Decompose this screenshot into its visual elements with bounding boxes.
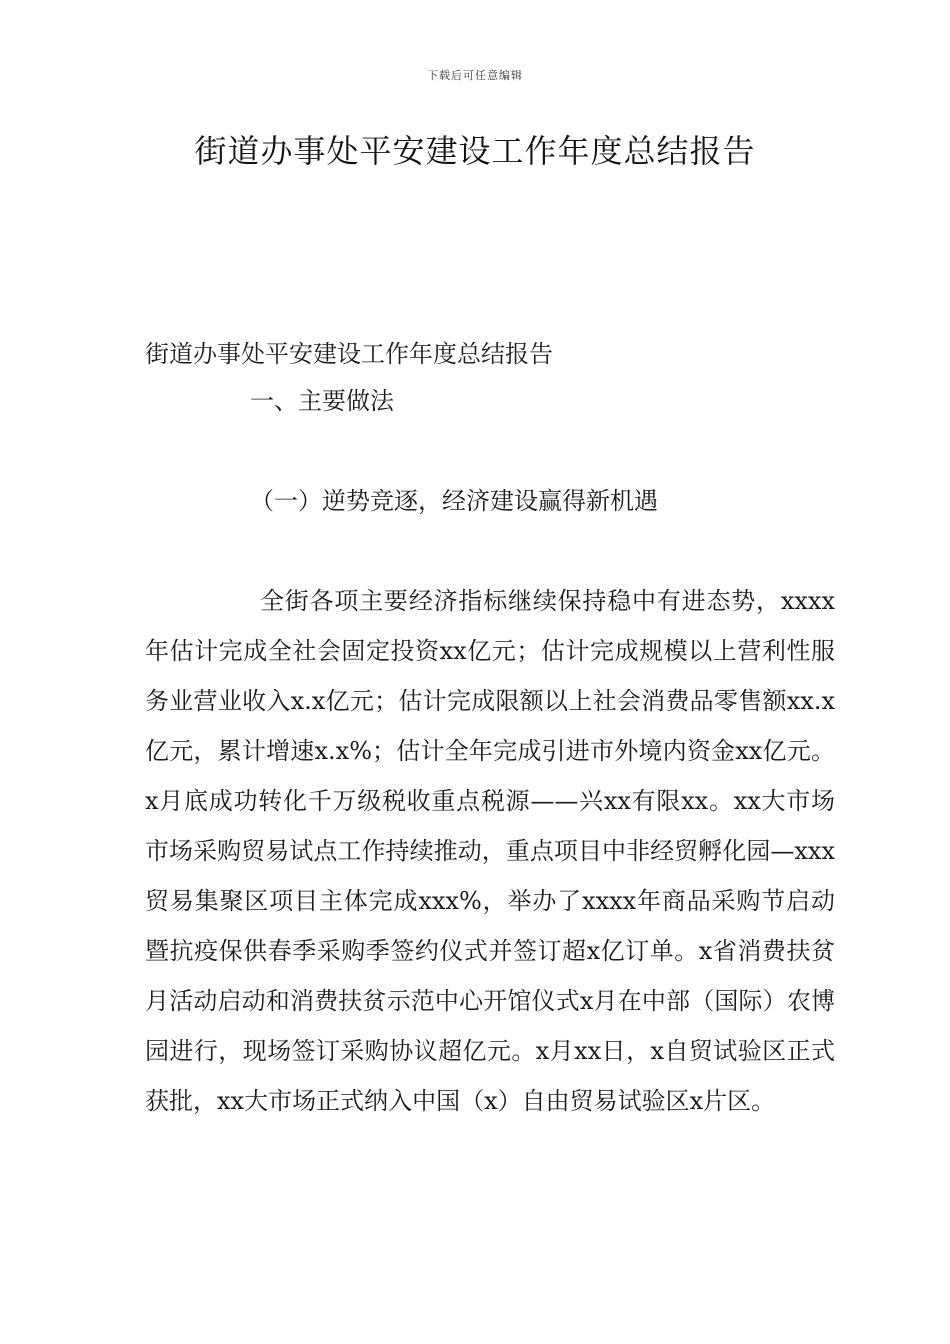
body-paragraph: 全街各项主要经济指标继续保持稳中有进态势，xxxx年估计完成全社会固定投资xx亿元；估计完成规模以上营利性服务业营业收入x.x亿元；估计完成限额以上社会消费品零售额xx.x亿元，累计增速x.x%；估计全年完成引进市外境内资金xx亿元。x月底成功转化千万级税收重点税源——兴xx有限xx。xx大市场市场采购贸易试点工作持续推动，重点项目中非经贸孵化园—xxx贸易集聚区项目主体完成xxx%，举办了xxxx年商品采购节启动暨抗疫保供春季采购季签约仪式并签订超x亿订单。x省消费扶贫月活动启动和消费扶贫示范中心开馆仪式x月在中部（国际）农博园进行，现场签订采购协议超亿元。x月xx日，x自贸试验区正式获批，xx大市场正式纳入中国（x）自由贸易试验区x片区。	[145, 587, 835, 1115]
header-note: 下载后可任意编辑	[427, 69, 523, 82]
document-title: 街道办事处平安建设工作年度总结报告	[194, 132, 756, 170]
subsection-heading: （一）逆势竞逐，经济建设赢得新机遇	[250, 487, 658, 515]
document-subtitle: 街道办事处平安建设工作年度总结报告	[145, 340, 553, 368]
section-heading: 一、主要做法	[250, 387, 394, 415]
